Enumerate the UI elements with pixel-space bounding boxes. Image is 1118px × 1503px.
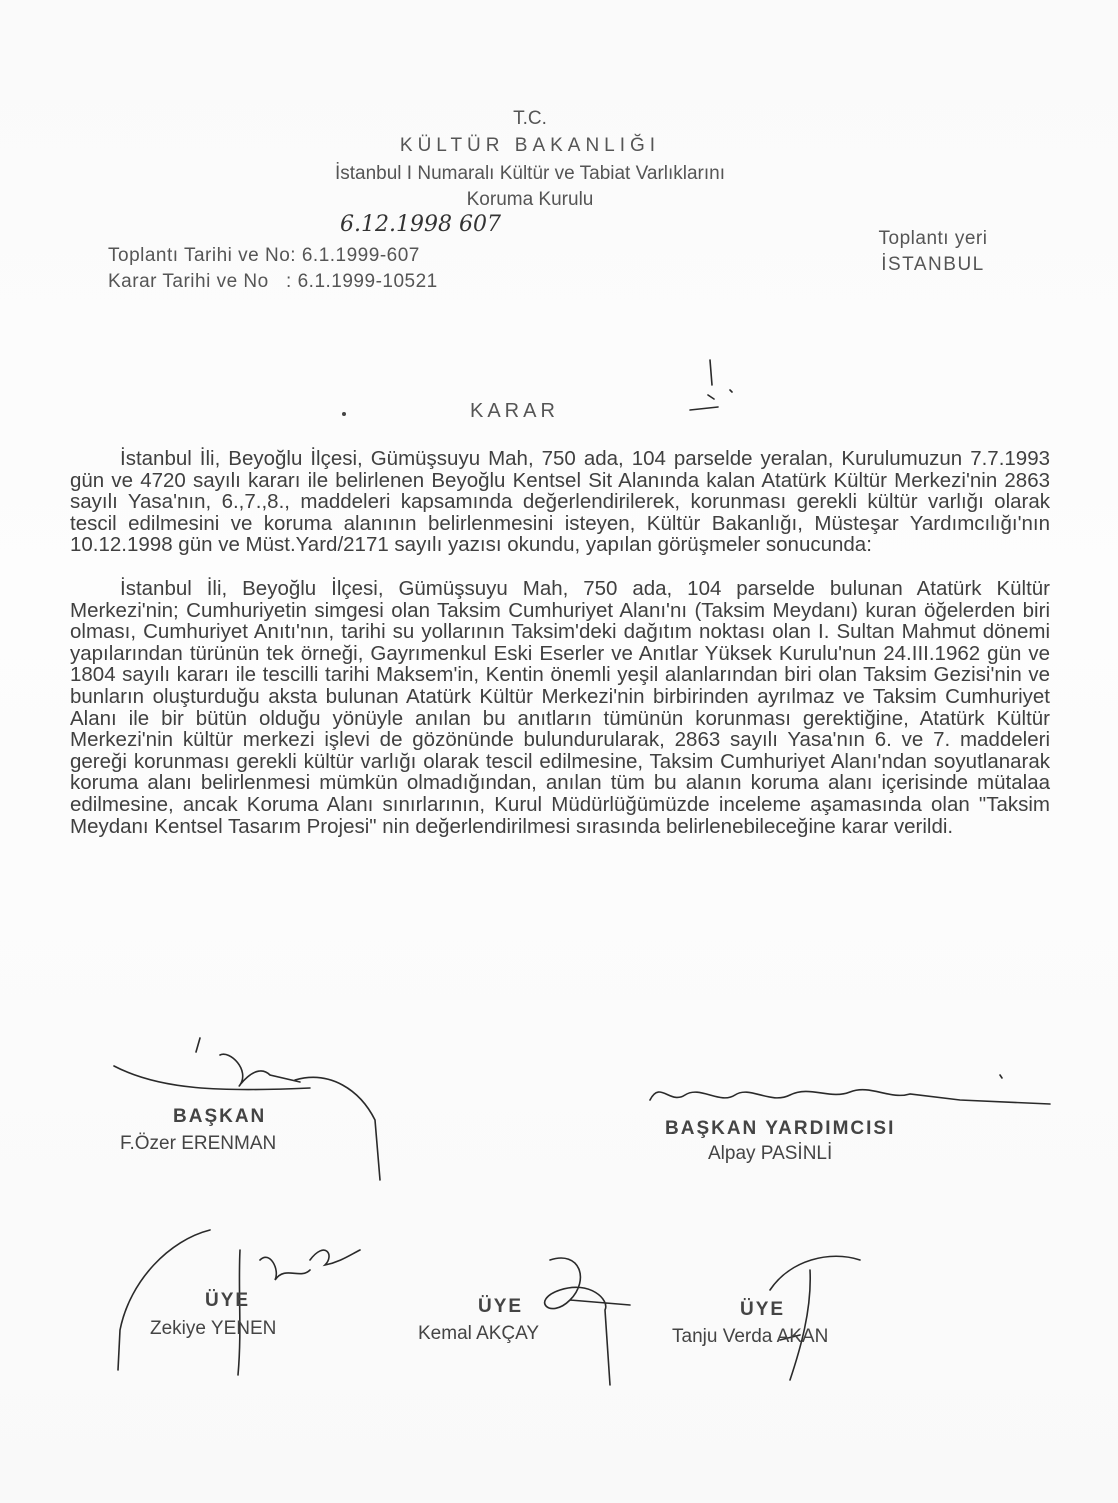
- president-name: F.Özer ERENMAN: [120, 1133, 277, 1154]
- member2-name: Kemal AKÇAY: [418, 1323, 540, 1344]
- member1-role: ÜYE: [205, 1290, 251, 1311]
- meeting-place-label: Toplantı yeri: [878, 228, 988, 249]
- paragraph-1: İstanbul İli, Beyoğlu İlçesi, Gümüşsuyu Mah, 750 ada, 104 parselde yeralan, Kurulumuzun 7.7.1993 gün ve 4720 sayılı kararı ile belirlenen Beyoğlu Kentsel Sit Alanında kalan Atatürk Kültür Merkezi'nin 2863 sayılı Yasa'nın, 6.,7.,8., maddeleri kapsamında değerlendirilerek, korunması gerekli kültür varlığı olarak tescil edilmesini ve koruma alanının belirlenmesini isteyen, Kültür Bakanlığı, Müsteşar Yardımcılığı'nın 10.12.1998 gün ve Müst.Yard/2171 sayılı yazısı okundu, yapılan görüşmeler sonucunda:: [70, 447, 1050, 557]
- document-title: KARAR: [470, 400, 559, 422]
- header-board-line1: İstanbul I Numaralı Kültür ve Tabiat Varlıklarını: [334, 163, 726, 184]
- vice-president-signature: [640, 1070, 1060, 1120]
- vice-president-role: BAŞKAN YARDIMCISI: [665, 1118, 896, 1139]
- vice-president-name: Alpay PASİNLİ: [708, 1143, 833, 1164]
- member3-role: ÜYE: [740, 1299, 786, 1320]
- decision-body: [70, 448, 1050, 837]
- member2-role: ÜYE: [478, 1296, 524, 1317]
- paragraph-2: İstanbul İli, Beyoğlu İlçesi, Gümüşsuyu Mah, 750 ada, 104 parselde bulunan Atatürk Kültür Merkezi'nin; Cumhuriyetin simgesi olan Taksim Cumhuriyet Alanı'nı (Taksim Meydanı) kuran öğelerden biri olması, Cumhuriyet Anıtı'nın, tarihi su yollarının Taksim'deki dağıtım noktası olan I. Sultan Mahmut dönemi yapılarından türünün tek örneği, Gayrımenkul Eski Eserler ve Anıtlar Yüksek Kurulu'nun 24.III.1962 gün ve 1804 sayılı kararı ile tescilli tarihi Maksem'in, Kentin önemli yeşil alanlarından biri olan Taksim Gezisi'nin ve bunların oluşturduğu aksta bulunan Atatürk Kültür Merkezi'nin birbirinden ayrılmaz ve Taksim Cumhuriyet Alanı ile bir bütün olduğu yönüyle anılan bu anıtların tümünün korunması gerektiğine, Atatürk Kültür Merkezi'nin kültür merkezi işlevi de gözönünde bulundurularak, 2863 sayılı Yasa'nın 6. ve 7. maddeleri gereği korunması gerekli kültür varlığı olarak tescil edilmesine, Taksim Cumhuriyet Alanı'ndan soyutlanarak koruma alanı belirlenmesi mümkün olmadığından, anılan tüm bu alanın koruma alanı içerisinde mütalaa edilmesine, ancak Koruma Alanı sınırlarının, Kurul Müdürlüğümüzde inceleme aşamasında olan "Taksim Meydanı Kentsel Tasarım Projesi" nin değerlendirilmesi sırasında belirlenebileceğine karar verildi.: [70, 576, 1050, 838]
- member2-signature: [510, 1240, 650, 1390]
- bullet-dot: [342, 412, 346, 416]
- decision-date-no: Karar Tarihi ve No : 6.1.1999-10521: [108, 271, 438, 292]
- member1-name: Zekiye YENEN: [150, 1318, 277, 1339]
- meeting-date-no: Toplantı Tarihi ve No: 6.1.1999-607: [108, 245, 420, 266]
- member3-name: Tanju Verda AKAN: [672, 1326, 829, 1347]
- header-board-line2: Koruma Kurulu: [466, 189, 594, 210]
- ink-mark: [670, 355, 750, 425]
- handwritten-note: 6.12.1998 607: [340, 212, 501, 237]
- president-role: BAŞKAN: [173, 1106, 267, 1127]
- meeting-place-value: İSTANBUL: [881, 254, 985, 275]
- header-ministry: KÜLTÜR BAKANLIĞI: [399, 135, 661, 156]
- header-state: T.C.: [513, 108, 547, 129]
